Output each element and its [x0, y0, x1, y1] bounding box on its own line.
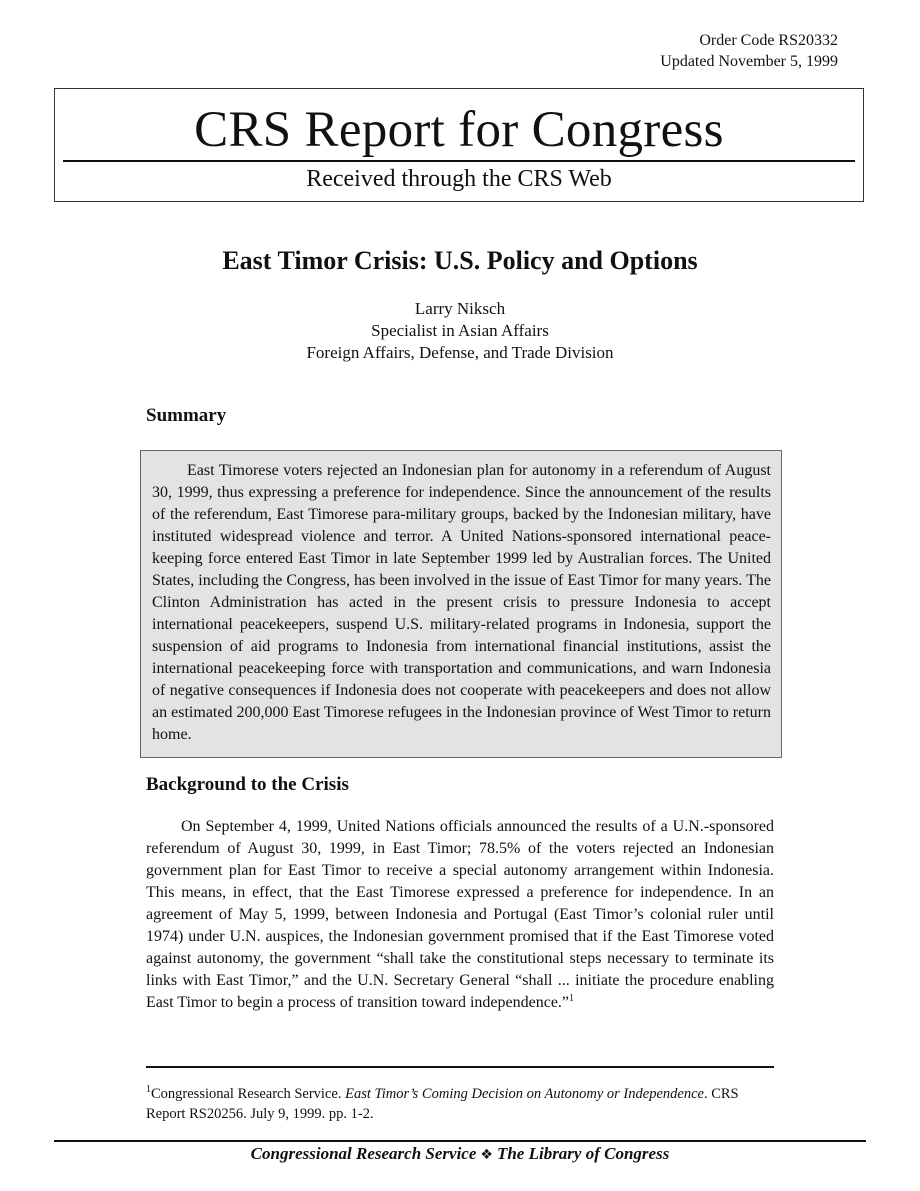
masthead	[54, 88, 864, 202]
footer-right: The Library of Congress	[496, 1144, 670, 1163]
order-code-block	[660, 30, 838, 72]
footnote-rest: . CRS Report RS20256. July 9, 1999. pp. 1-2.	[146, 1086, 739, 1122]
summary-heading: Summary	[146, 405, 227, 426]
masthead-subtitle: Received through the CRS Web	[306, 166, 612, 192]
background-heading: Background to the Crisis	[146, 774, 349, 795]
diamond-separator-icon: ❖	[480, 1147, 493, 1163]
footer-left: Congressional Research Service	[250, 1144, 477, 1163]
background-paragraph	[146, 816, 774, 1014]
footnote-number: 1	[146, 1084, 151, 1095]
masthead-title: CRS Report for Congress	[194, 102, 724, 158]
footnote	[146, 1084, 774, 1124]
background-text: On September 4, 1999, United Nations officials announced the results of a U.N.-sponsored referendum of August 30, 1999, in East Timor; 78.5% of the voters rejected an Indonesian government plan for East Timor to receive a special autonomy arrangement within Indonesia. This means, in effect, that the East Timorese expressed a preference for independence. In an agreement of May 5, 1999, between Indonesia and Portugal (East Timor’s colonial ruler until 1974) under U.N. auspices, the Indonesian government promised that if the East Timorese voted against autonomy, the government “shall take the constitutional steps necessary to terminate its links with East Timor,” and the U.N. Secretary General “shall ... initiate the procedure enabling East Timor to begin a process of transition toward independence.”	[146, 818, 774, 1011]
footnote-cite: East Timor’s Coming Decision on Autonomy or Independence	[345, 1086, 704, 1102]
footnote-rule	[146, 1066, 774, 1068]
summary-box	[140, 450, 782, 758]
masthead-rule	[63, 160, 855, 162]
page-footer	[0, 1144, 920, 1164]
updated-date: Updated November 5, 1999	[660, 53, 838, 70]
author-name: Larry Niksch	[414, 299, 506, 318]
author-role: Specialist in Asian Affairs	[371, 321, 549, 340]
order-code: Order Code RS20332	[699, 32, 838, 49]
author-block	[0, 298, 920, 364]
footer-rule	[54, 1140, 866, 1142]
document-title: East Timor Crisis: U.S. Policy and Options	[222, 246, 698, 275]
footnote-source: Congressional Research Service.	[151, 1086, 346, 1102]
background-body	[146, 816, 774, 1014]
summary-text: East Timorese voters rejected an Indonesian plan for autonomy in a referendum of August 30, 1999, thus expressing a preference for independence. Since the announcement of the results of the referendum, East Timorese para-military groups, backed by the Indonesian military, have instituted widespread violence and terror. A United Nations-sponsored international peace-keeping force entered East Timor in late September 1999 led by Australian forces. The United States, including the Congress, has been involved in the issue of East Timor for many years. The Clinton Administration has acted in the present crisis to pressure Indonesia to accept international peacekeepers, suspend U.S. military-related programs in Indonesia, support the suspension of aid programs to Indonesia from international financial institutions, assist the international peacekeeping force with transportation and communications, and warn Indonesia of negative consequences if Indonesia does not cooperate with peacekeepers and does not allow an estimated 200,000 East Timorese refugees in the Indonesian province of West Timor to return home.	[152, 462, 771, 743]
author-division: Foreign Affairs, Defense, and Trade Division	[306, 343, 614, 362]
footnote-reference[interactable]: 1	[569, 993, 575, 1004]
